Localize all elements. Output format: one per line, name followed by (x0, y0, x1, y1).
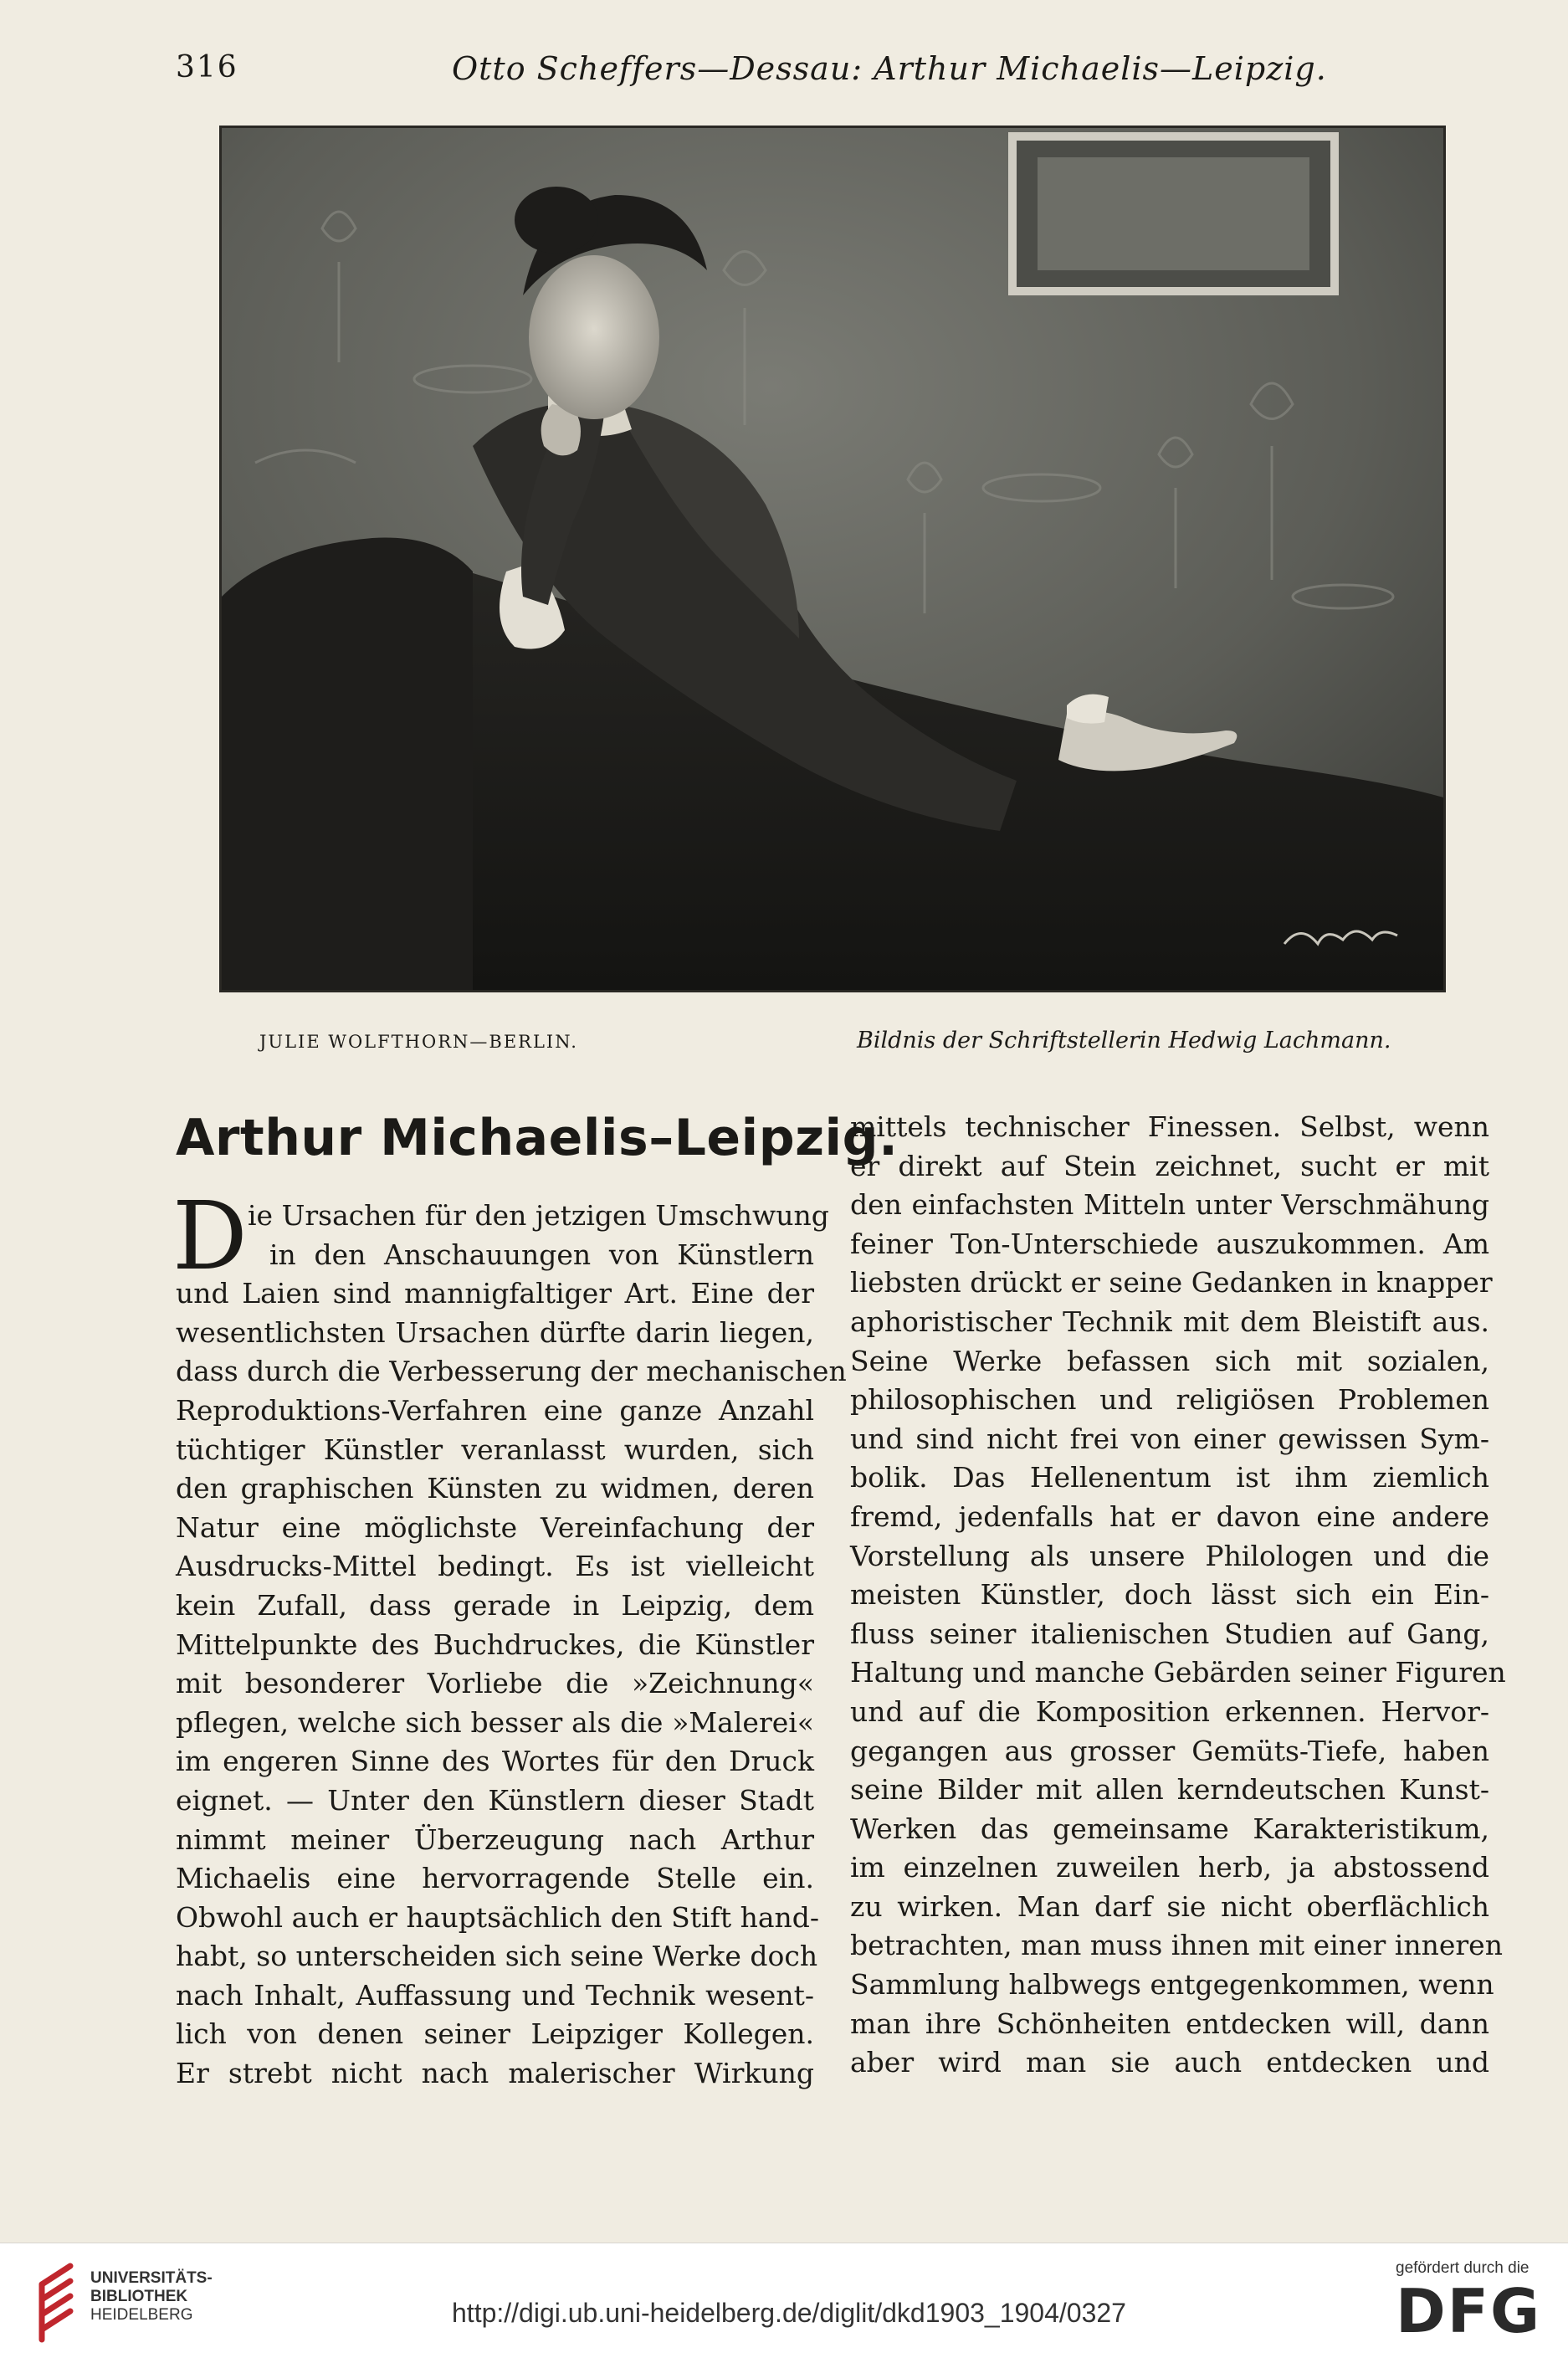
text-line: und sind nicht frei von einer gewissen Sym- (850, 1422, 1489, 1455)
text-line: und auf die Komposition erkennen. Hervor- (850, 1694, 1489, 1728)
text-line: Obwohl auch er hauptsächlich den Stift hand- (176, 1900, 820, 1934)
text-line: seine Bilder mit allen kerndeutschen Kunst- (850, 1773, 1489, 1807)
drop-cap: D (172, 1182, 248, 1291)
text-line: tüchtiger Künstler veranlasst wurden, sich (176, 1433, 814, 1466)
permalink-url[interactable]: http://digi.ub.uni-heidelberg.de/diglit/dkd1903_1904/0327 (452, 2298, 1126, 2328)
portrait-painting-image (222, 128, 1443, 990)
text-line: habt, so unterscheiden sich seine Werke doch (176, 1940, 818, 1973)
text-line: meisten Künstler, doch lässt sich ein Ein- (850, 1578, 1489, 1612)
sponsor-label: gefördert durch die (1396, 2259, 1530, 2277)
right-column (850, 1108, 1506, 2083)
text-line: zu wirken. Man darf sie nicht oberflächlich (850, 1889, 1489, 1923)
text-line: pflegen, welche sich besser als die »Malerei« (176, 1705, 814, 1739)
text-line: wesentlichsten Ursachen dürfte darin liegen, (176, 1315, 814, 1349)
text-line: aphoristischer Technik mit dem Bleistift aus. (850, 1305, 1489, 1338)
article-title: Arthur Michaelis–Leipzig. (176, 1109, 899, 1167)
text-line: aber wird man sie auch entdecken und (850, 2046, 1489, 2079)
text-line: betrachten, man muss ihnen mit einer inneren (850, 1929, 1503, 1962)
running-title: Otto Scheffers—Dessau: Arthur Michaelis—Leipzig. (452, 50, 1327, 87)
portrait-illustration (219, 126, 1446, 992)
university-library-name (90, 2269, 213, 2325)
text-line: Ausdrucks-Mittel bedingt. Es ist vielleicht (176, 1550, 814, 1583)
text-line: Mittelpunkte des Buchdruckes, die Künstler (176, 1628, 814, 1661)
page-number: 316 (176, 50, 238, 85)
text-line: fremd, jedenfalls hat er davon eine andere (850, 1499, 1489, 1533)
text-line: mit besonderer Vorliebe die »Zeichnung« (176, 1667, 814, 1700)
text-line: fluss seiner italienischen Studien auf Gang, (850, 1617, 1489, 1650)
text-line: dass durch die Verbesserung der mechanischen (176, 1355, 847, 1388)
text-line: bolik. Das Hellenentum ist ihm ziemlich (850, 1461, 1489, 1494)
text-line: liebsten drückt er seine Gedanken in knapper (850, 1266, 1493, 1299)
text-line: nimmt meiner Überzeugung nach Arthur (176, 1822, 814, 1856)
text-line: ie Ursachen für den jetzigen Umschwung (248, 1199, 829, 1232)
text-line: er direkt auf Stein zeichnet, sucht er mit (850, 1149, 1489, 1182)
text-line: Reproduktions-Verfahren eine ganze Anzahl (176, 1393, 814, 1427)
library-name-line: UNIVERSITÄTS- (90, 2269, 213, 2287)
text-line: kein Zufall, dass gerade in Leipzig, dem (176, 1588, 814, 1622)
opening-paragraph (172, 1182, 829, 1291)
text-line: Seine Werke befassen sich mit sozialen, (850, 1344, 1489, 1377)
text-line: Haltung und manche Gebärden seiner Figuren (850, 1656, 1506, 1689)
library-name-line: BIBLIOTHEK (90, 2288, 188, 2305)
text-line: nach Inhalt, Auffassung und Technik wesent- (176, 1978, 814, 2012)
text-line: gegangen aus grosser Gemüts-Tiefe, haben (850, 1734, 1489, 1767)
text-line: den einfachsten Mitteln unter Verschmähung (850, 1188, 1489, 1222)
text-line: im engeren Sinne des Wortes für den Druck (176, 1745, 814, 1778)
text-line: im einzelnen zuweilen herb, ja abstossend (850, 1851, 1489, 1884)
text-line: Werken das gemeinsame Karakteristikum, (850, 1812, 1489, 1845)
text-line: Michaelis eine hervorragende Stelle ein. (176, 1862, 814, 1895)
text-line: eignet. — Unter den Künstlern dieser Stadt (176, 1783, 814, 1817)
text-line: feiner Ton-Unterschiede auszukommen. Am (850, 1227, 1489, 1260)
text-line: lich von denen seiner Leipziger Kollegen. (176, 2017, 814, 2051)
text-line: philosophischen und religiösen Problemen (850, 1383, 1489, 1417)
text-line: Natur eine möglichste Vereinfachung der (176, 1510, 814, 1544)
university-library-logo-icon (37, 2259, 80, 2343)
text-line: den graphischen Künsten zu widmen, deren (176, 1472, 814, 1505)
figure-caption-title: Bildnis der Schriftstellerin Hedwig Lachmann. (857, 1028, 1391, 1053)
figure-caption-artist: JULIE WOLFTHORN—BERLIN. (259, 1032, 578, 1052)
text-line: in den Anschauungen von Künstlern (269, 1238, 814, 1271)
text-line: und Laien sind mannigfaltiger Art. Eine der (176, 1277, 814, 1310)
library-name-line: HEIDELBERG (90, 2306, 193, 2324)
left-column (172, 1105, 899, 2094)
dfg-logo: DFG (1396, 2276, 1542, 2346)
text-line: Er strebt nicht nach malerischer Wirkung (176, 2057, 814, 2090)
text-line: man ihre Schönheiten entdecken will, dann (850, 2007, 1489, 2040)
running-head (176, 50, 1381, 92)
text-line: Vorstellung als unsere Philologen und die (850, 1539, 1489, 1572)
text-line: Sammlung halbwegs entgegenkommen, wenn (850, 1968, 1494, 2002)
text-line: mittels technischer Finessen. Selbst, wenn (850, 1110, 1489, 1143)
